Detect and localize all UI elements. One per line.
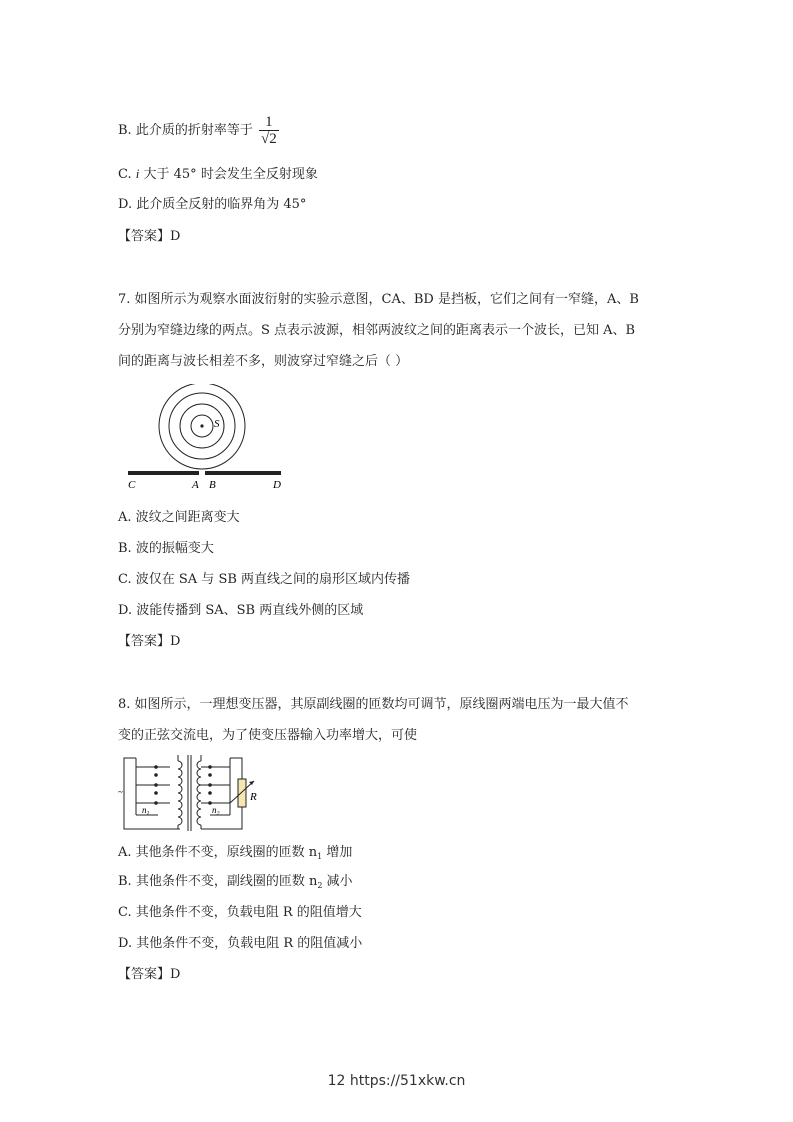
- q6-option-c: [118, 166, 318, 183]
- q8-option-d: D. 其他条件不变，负载电阻 R 的阻值减小: [118, 936, 363, 951]
- label-c: C: [128, 479, 136, 491]
- label-d: D: [273, 479, 281, 491]
- q8-option-c: C. 其他条件不变，负载电阻 R 的阻值增大: [118, 905, 362, 920]
- q8-option-a-text: A. 其他条件不变，原线圈的匝数 n: [118, 845, 318, 860]
- q6-answer: 【答案】D: [118, 229, 181, 244]
- primary-wire: [124, 758, 180, 829]
- q6-option-c-prefix: C.: [118, 167, 136, 182]
- label-s: S: [214, 418, 220, 430]
- resistor: [238, 779, 246, 807]
- secondary-coil: [197, 761, 201, 825]
- ac-source-symbol: ~: [118, 787, 123, 797]
- q8-answer: 【答案】D: [118, 967, 181, 982]
- q8-option-a-subscript: 1: [317, 852, 323, 861]
- q7-option-c: C. 波仅在 SA 与 SB 两直线之间的扇形区域内传播: [118, 572, 411, 587]
- q8-option-a: [118, 845, 352, 865]
- q6-option-b-text: B. 此介质的折射率等于: [118, 123, 253, 138]
- primary-coil: [178, 761, 182, 825]
- barrier-ca: [128, 471, 199, 475]
- q7-option-d: D. 波能传播到 SA、SB 两直线外侧的区域: [118, 603, 364, 618]
- secondary-wire-top: [230, 758, 242, 779]
- q7-stem-line-2: 分别为窄缝边缘的两点。S 点表示波源，相邻两波纹之间的距离表示一个波长，已知 A、B: [118, 323, 636, 338]
- q8-stem-line-2: 变的正弦交流电，为了使变压器输入功率增大，可使: [118, 728, 418, 743]
- q8-option-b: [118, 874, 353, 894]
- q8-option-b-tail: 减小: [322, 874, 353, 889]
- label-a: A: [192, 479, 199, 491]
- q7-stem-line-1: 7. 如图所示为观察水面波衍射的实验示意图，CA、BD 是挡板，它们之间有一窄缝，A、B: [118, 292, 639, 307]
- q8-option-b-text: B. 其他条件不变，副线圈的匝数 n: [118, 874, 318, 889]
- secondary-wire-bottom: [201, 807, 242, 829]
- page-footer: 12 https://51xkw.cn: [327, 1073, 466, 1089]
- q8-stem-line-1: 8. 如图所示，一理想变压器，其原副线圈的匝数均可调节，原线圈两端电压为一最大值不: [118, 697, 629, 712]
- q6-option-d: D. 此介质全反射的临界角为 45°: [118, 197, 307, 212]
- label-n2: $n_2$: [212, 805, 220, 817]
- fraction-numerator: 1: [259, 114, 279, 131]
- barrier-bd: [205, 471, 281, 475]
- q7-answer: 【答案】D: [118, 634, 181, 649]
- q8-option-a-tail: 增加: [322, 845, 353, 860]
- label-n1: $n_1$: [142, 805, 150, 817]
- q7-stem-line-3: 间的距离与波长相差不多，则波穿过窄缝之后（ ）: [118, 354, 409, 369]
- q6-option-b: [118, 114, 279, 147]
- q6-option-c-text: 大于 45° 时会发生全反射现象: [139, 167, 318, 182]
- label-b: B: [209, 479, 216, 491]
- q7-diffraction-figure: [126, 384, 288, 494]
- q6-option-c-variable: i: [135, 166, 140, 181]
- wave-source-dot: [200, 424, 203, 427]
- q8-option-b-subscript: 2: [317, 881, 323, 890]
- fraction-denominator: √2: [260, 131, 277, 147]
- q8-transformer-figure: [118, 753, 274, 833]
- q7-option-a: A. 波纹之间距离变大: [118, 510, 240, 525]
- label-r: R: [250, 791, 257, 803]
- q7-option-b: B. 波的振幅变大: [118, 541, 214, 556]
- q6-option-b-fraction: [259, 114, 279, 147]
